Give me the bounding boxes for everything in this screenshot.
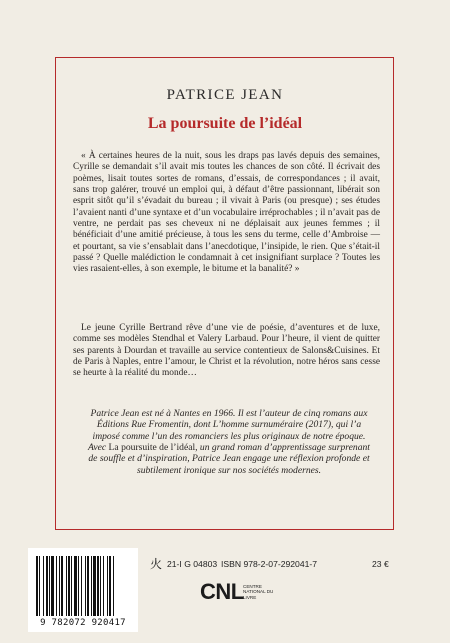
barcode-bar (49, 556, 50, 616)
price: 23 € (372, 559, 389, 569)
bio-text-2: un grand roman d’apprentissage surprenant de souffle et d’inspiration, Patrice Jean engage une réflexion profonde et subtilement ironique sur nos sociétés modernes. (88, 442, 370, 476)
cnl-logo-text: CNL (200, 579, 244, 604)
barcode-bar (85, 556, 86, 616)
barcode-bar (103, 556, 104, 616)
barcode-bar (61, 556, 63, 616)
barcode-bar (81, 556, 82, 616)
barcode-bar (56, 556, 57, 616)
barcode-bar (113, 556, 114, 616)
summary-paragraph: Le jeune Cyrille Bertrand rêve d’une vie de poésie, d’aventures et de luxe, comme ses modèles Stendhal et Valery Larbaud. Pour l’heure, il vient de quitter ses parents à Dourdan et travaille au service contentieux de Salons&Cuisines. Et de Paris à Naples, entre l’amour, le Christ et la révolution, notre héros sans cesse se heurte à la réalité du monde… (73, 323, 380, 379)
internal-code: 21-I G 04803 (167, 559, 218, 569)
bio-text-1: Patrice Jean est né à Nantes en 1966. Il est l’auteur de cinq romans aux Éditions Rue Fromentin, dont L’homme surnuméraire (2017), qui l’a imposé comme l’un des romanciers les plus originaux de notre époque. Avec (88, 408, 368, 454)
barcode-bar (68, 556, 70, 616)
barcode-number: 9 782072 920417 (40, 618, 126, 628)
isbn: ISBN 978-2-07-292041-7 (221, 559, 318, 569)
excerpt-paragraph: « À certaines heures de la nuit, sous les draps pas lavés depuis des semaines, Cyrille se demandait s’il avait mis toutes les chances de son côté. Il écrivait des poèmes, lisait toutes sortes de romans, d’essais, de correspondances ; il avait, sans trop galérer, trouvé un emploi qui, à défaut d’être passionnant, libérait son esprit sitôt qu’il s’évadait du bureau ; il vivait à Paris (ou presque) ; ses études l’avaient nanti d’une syntaxe et d’un vocabulaire irréprochables ; il n’avait pas de ventre, ne perdait pas ses cheveux ni ne déplaisait aux jeunes femmes ; il bénéficiait d’une amitié précieuse, à tous les sens du terme, celle d’Ambroise — et pourtant, sa vie s’ensablait dans l’anecdotique, l’insipide, le rien. Que s’était-il passé ? Quelle malédiction le condamnait à cet insignifiant surplace ? Toutes les vies rasaient-elles, à son exemple, le bitume et la banalité? » (73, 151, 380, 275)
barcode-bar (66, 556, 67, 616)
author-bio (84, 408, 374, 476)
barcode-bar (78, 556, 79, 616)
barcode-bar (43, 556, 44, 616)
barcode-bar (36, 556, 38, 616)
barcode-bar (93, 556, 96, 616)
barcode-bar (87, 556, 89, 616)
bio-book-title: La poursuite de l’idéal, (108, 442, 198, 454)
barcode-bar (91, 556, 92, 616)
barcode (36, 556, 130, 616)
publisher-glyph-icon: ⽕ (150, 557, 163, 571)
cnl-logo-subtitle: CENTRE NATIONAL DU LIVRE (243, 584, 274, 600)
barcode-bar (100, 556, 101, 616)
barcode-bar (74, 556, 77, 616)
barcode-bar (59, 556, 60, 616)
barcode-bar (71, 556, 72, 616)
barcode-bar (39, 556, 40, 616)
barcode-bar (97, 556, 99, 616)
author-name: PATRICE JEAN (166, 87, 284, 103)
barcode-bar (46, 556, 48, 616)
barcode-bar (107, 556, 108, 616)
barcode-bar (109, 556, 111, 616)
barcode-bar (51, 556, 54, 616)
book-title: La poursuite de l’idéal (147, 115, 303, 132)
cnl-logo (200, 575, 280, 613)
barcode-area (28, 548, 138, 632)
